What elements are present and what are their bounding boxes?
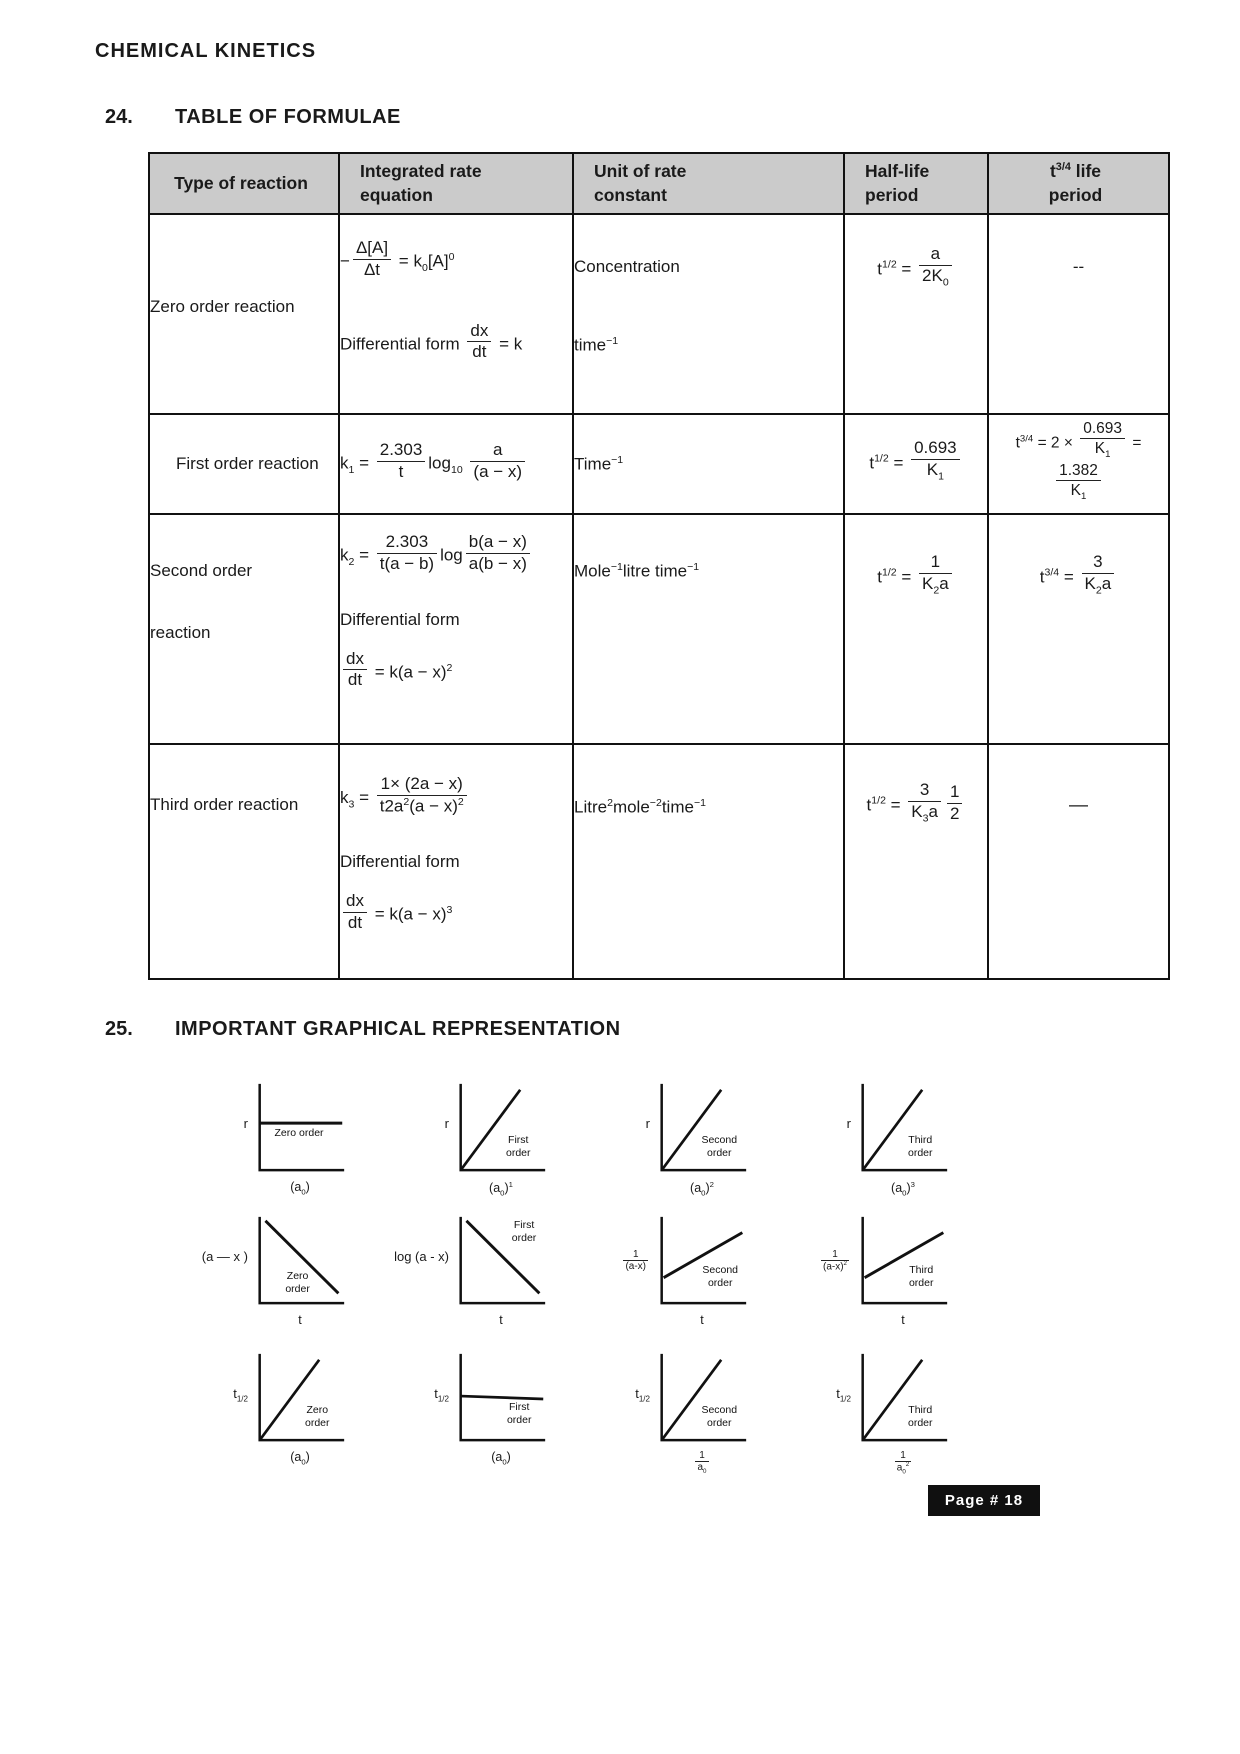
header-t34-life-period: $t^{3/4}$ life period [988, 153, 1169, 214]
graph-y-axis-label: r [243, 1116, 248, 1131]
reaction-name: reaction [150, 623, 211, 643]
formulae-table [148, 152, 1170, 980]
table-row-zero-order [149, 214, 1169, 414]
half-life-formula: $t^{1/2}$ = $\frac{a}{2K_0}$ [845, 247, 987, 293]
header-half-life-period: Half-life period [844, 153, 988, 214]
graph-plot-area [252, 1350, 348, 1448]
graph-y-axis-label: $\frac{1}{(a-x)}$ [625, 1249, 646, 1272]
graphs-grid [0, 1078, 1240, 1490]
graph-order-label: Second order [701, 1403, 738, 1430]
graph-plot-area [855, 1213, 951, 1311]
unit-line: time$^{-1}$ [574, 335, 619, 355]
unit-line: Concentration [574, 257, 680, 277]
graph-x-axis-label: $(a_0)^3$ [891, 1180, 915, 1198]
graph-plot-area [252, 1080, 348, 1178]
header-type-of-reaction: Type of reaction [149, 153, 339, 214]
graph-y-axis-label: (a — x ) [201, 1249, 248, 1264]
graph-plot-area [654, 1213, 750, 1311]
graph-x-axis-label: $\frac{1}{a_0}$ [697, 1450, 707, 1475]
header-integrated-rate-equation: Integrated rate equation [339, 153, 573, 214]
graph-plot-area [453, 1213, 549, 1311]
page-number-badge: Page # 18 [928, 1485, 1040, 1516]
graph-first-order-rate [391, 1078, 592, 1211]
differential-form: Differential form $\frac{dx}{dt}$ = k [340, 320, 523, 362]
graph-second-order-inverse [592, 1211, 793, 1348]
graph-plot-area [855, 1080, 951, 1178]
differential-form-label: Differential form [340, 609, 460, 629]
graph-y-axis-label: $t_{1/2}$ [635, 1386, 650, 1404]
unit-line: Litre$^2$mole$^{-2}$time$^{-1}$ [574, 797, 706, 817]
graph-third-order-rate [793, 1078, 994, 1211]
graph-y-axis-label: $t_{1/2}$ [434, 1386, 449, 1404]
graph-x-axis-label: t [499, 1313, 503, 1327]
graph-y-axis-label: $t_{1/2}$ [233, 1386, 248, 1404]
graph-y-axis-label: $t_{1/2}$ [836, 1386, 851, 1404]
integrated-rate-equation: $k_2$ = $\frac{2.303}{t(a - b)}$ log $\frac{b(a - x)}{a(b - x)}$ [340, 535, 572, 577]
table-header-row [149, 153, 1169, 214]
graph-x-axis-label: $\frac{1}{a_0^2}$ [896, 1450, 910, 1476]
graph-x-axis-label: $(a_0)^1$ [489, 1180, 513, 1198]
graph-plot-area [654, 1350, 750, 1448]
graph-x-axis-label: $(a_0)$ [290, 1180, 310, 1197]
section-25-title: IMPORTANT GRAPHICAL REPRESENTATION [175, 1018, 621, 1040]
reaction-name: Second order [150, 561, 253, 581]
differential-form-label: Differential form [340, 852, 460, 872]
half-life-formula: $t^{1/2}$ = $\frac{0.693}{K_1}$ [845, 441, 987, 487]
graph-y-axis-label: r [846, 1116, 851, 1131]
graph-zero-order-rate [190, 1078, 391, 1211]
graph-order-label: First order [506, 1133, 531, 1160]
graph-x-axis-label: $(a_0)^2$ [690, 1180, 714, 1198]
t34-life-formula: -- [1072, 257, 1085, 277]
integrated-rate-equation: − $\frac{\Delta[A]}{\Delta t}$ = $k_0[A]^0$ [340, 238, 455, 279]
graph-x-axis-label: t [700, 1313, 704, 1327]
graph-order-label: Second order [702, 1263, 739, 1290]
graph-second-order-rate [592, 1078, 793, 1211]
graph-order-label: Second order [701, 1133, 738, 1160]
section-25-number: 25. [105, 1018, 133, 1040]
graph-plot-area [654, 1080, 750, 1178]
graph-second-order-halflife [592, 1348, 793, 1490]
graph-order-label: Zero order [285, 1269, 310, 1295]
graph-third-order-halflife [793, 1348, 994, 1490]
reaction-name: Third order reaction [150, 795, 299, 815]
graph-x-axis-label: $(a_0)$ [290, 1450, 310, 1467]
graph-order-label: First order [506, 1400, 532, 1427]
graph-order-label: Third order [908, 1133, 933, 1160]
table-row-third-order [149, 744, 1169, 979]
graph-plot-area [855, 1350, 951, 1448]
integrated-rate-equation: $k_3$ = $\frac{1\times (2a - x)}{t2a^2(a - x)^2}$ [340, 777, 572, 820]
half-life-formula: $t^{1/2}$ = $\frac{1}{K_2a}$ [845, 555, 987, 601]
graph-y-axis-label: r [645, 1116, 650, 1131]
graph-order-label: Third order [908, 1403, 933, 1430]
t34-life-formula: — [1069, 795, 1088, 817]
graph-x-axis-label: t [298, 1313, 302, 1327]
header-unit-of-rate-constant: Unit of rate constant [573, 153, 844, 214]
graph-x-axis-label: t [901, 1313, 905, 1327]
t34-life-formula: $t^{3/4} = 2$ × $\frac{0.693}{K_1}$ = $\frac{1.382}{K_1}$ [1015, 419, 1142, 503]
graph-order-label: Third order [908, 1263, 934, 1290]
graph-y-axis-label: r [444, 1116, 449, 1131]
graph-order-label: Zero order [274, 1127, 324, 1140]
section-24-title: TABLE OF FORMULAE [175, 106, 401, 128]
reaction-name: Zero order reaction [150, 297, 295, 317]
graph-plot-area [453, 1350, 549, 1448]
graph-y-axis-label: log (a - x) [394, 1249, 449, 1264]
graph-y-axis-label: $\frac{1}{(a-x)^2}$ [822, 1249, 847, 1273]
reaction-name: First order reaction [176, 454, 319, 474]
graph-third-order-inverse-square [793, 1211, 994, 1348]
graph-order-label: First order [511, 1218, 537, 1244]
unit-line: Time$^{-1}$ [574, 453, 624, 474]
graph-zero-order-concentration [190, 1211, 391, 1348]
graph-zero-order-halflife [190, 1348, 391, 1490]
table-row-second-order [149, 514, 1169, 744]
differential-form: $\frac{dx}{dt}$ = $k(a - x)^2$ [340, 652, 572, 694]
graph-order-label: Zero order [305, 1403, 330, 1430]
unit-line: Mole$^{-1}$litre time$^{-1}$ [574, 561, 700, 581]
section-24-number: 24. [105, 106, 133, 128]
graph-plot-area [453, 1080, 549, 1178]
graph-first-order-halflife [391, 1348, 592, 1490]
graph-plot-area [252, 1213, 348, 1311]
differential-form: $\frac{dx}{dt}$ = $k(a - x)^3$ [340, 894, 572, 936]
integrated-rate-equation: $k_1$ = $\frac{2.303}{t}$ $\log_{10}$ $\frac{a}{(a - x)}$ [340, 443, 572, 485]
page-title: CHEMICAL KINETICS [95, 40, 317, 62]
graph-first-order-log [391, 1211, 592, 1348]
t34-life-formula: $t^{3/4}$ = $\frac{3}{K_2a}$ [989, 555, 1168, 601]
table-row-first-order [149, 414, 1169, 514]
half-life-formula: $t^{1/2}$ = $\frac{3}{K_3a}$ $\frac{1}{2}$ [845, 783, 987, 829]
graph-x-axis-label: $(a_0)$ [491, 1450, 511, 1467]
